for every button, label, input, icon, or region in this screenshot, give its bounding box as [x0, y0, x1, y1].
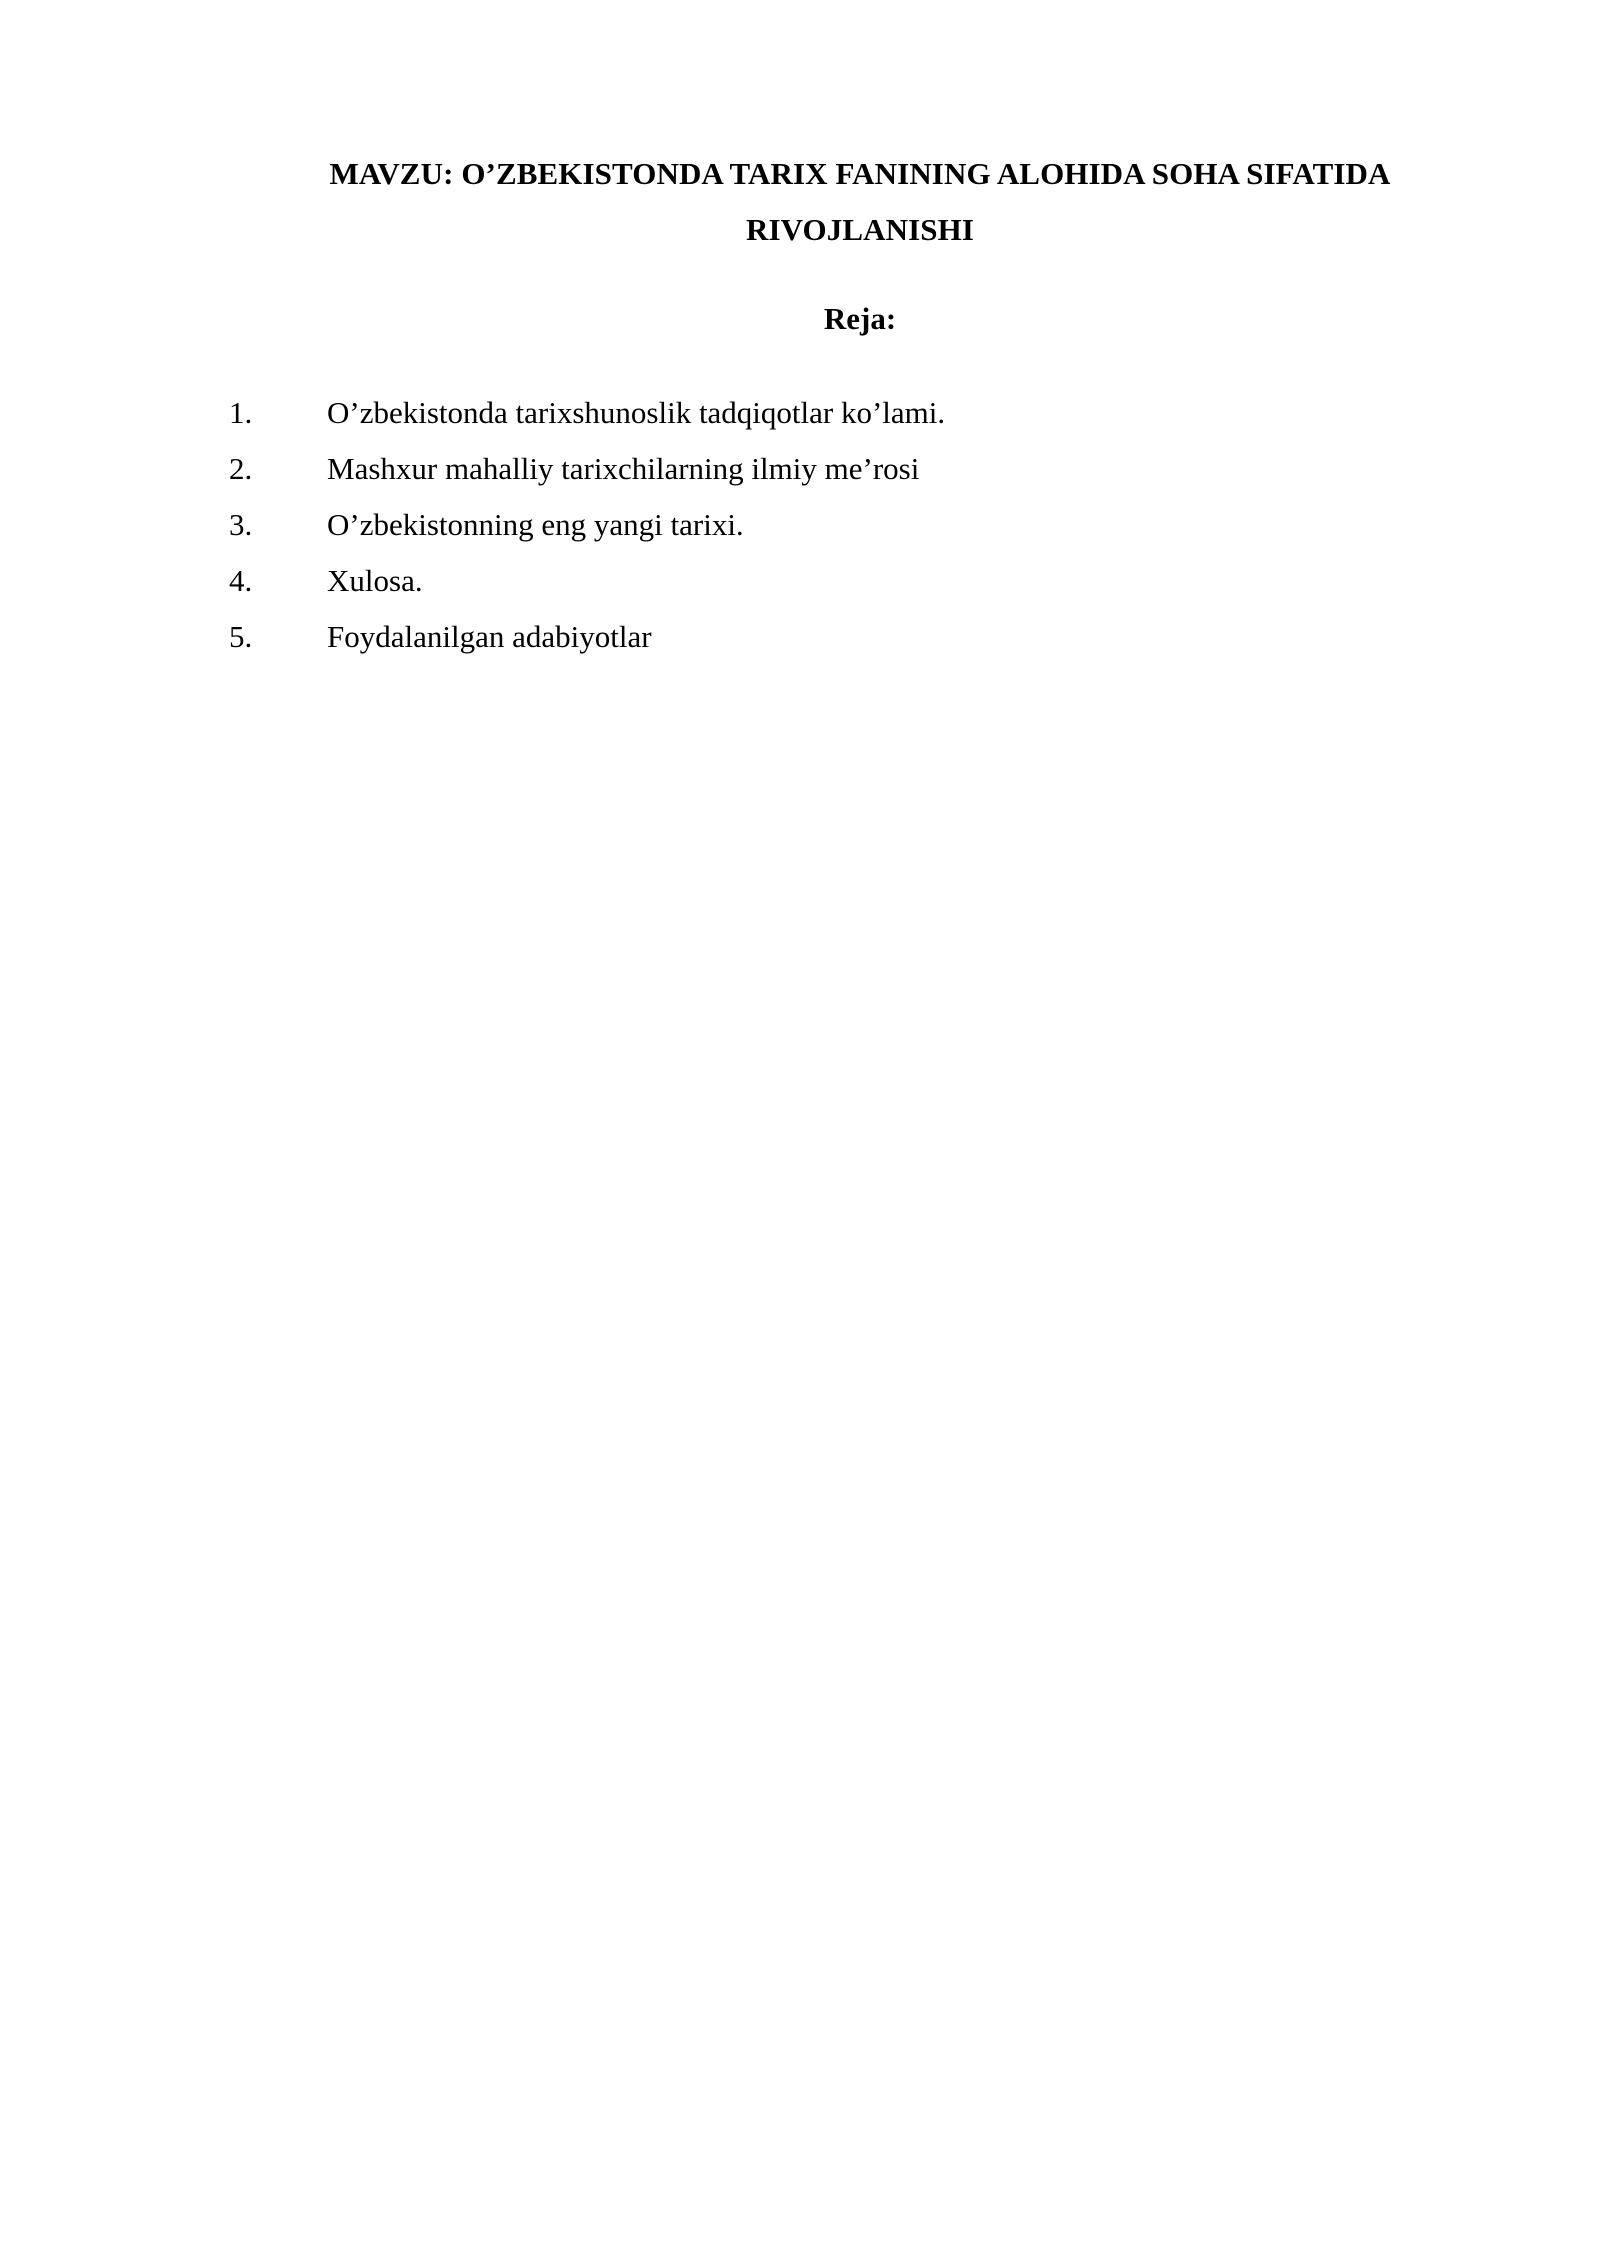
plan-item-text: Mashxur mahalliy tarixchilarning ilmiy me’rosi [327, 451, 920, 486]
plan-item [229, 505, 945, 561]
plan-item-number: 5. [229, 619, 253, 654]
plan-item [229, 449, 945, 505]
plan-item [229, 393, 945, 449]
plan-item-text: O’zbekistonning eng yangi tarixi. [327, 507, 744, 542]
document-title [290, 146, 1430, 258]
plan-heading: Reja: [823, 301, 897, 336]
plan-item-number: 4. [229, 563, 253, 598]
plan-item-text: O’zbekistonda tarixshunoslik tadqiqotlar ko’lami. [327, 395, 946, 430]
plan-item-text: Xulosa. [327, 563, 423, 598]
plan-item-number: 1. [229, 395, 253, 430]
plan-item [229, 561, 945, 617]
document-title-line-1: MAVZU: O’ZBEKISTONDA TARIX FANINING ALOHIDA SOHA SIFATIDA [329, 156, 1391, 191]
plan-list [229, 393, 945, 673]
document-title-line-2: RIVOJLANISHI [746, 212, 974, 247]
plan-item-number: 3. [229, 507, 253, 542]
plan-item [229, 617, 945, 673]
plan-item-text: Foydalanilgan adabiyotlar [327, 619, 652, 654]
plan-item-number: 2. [229, 451, 253, 486]
